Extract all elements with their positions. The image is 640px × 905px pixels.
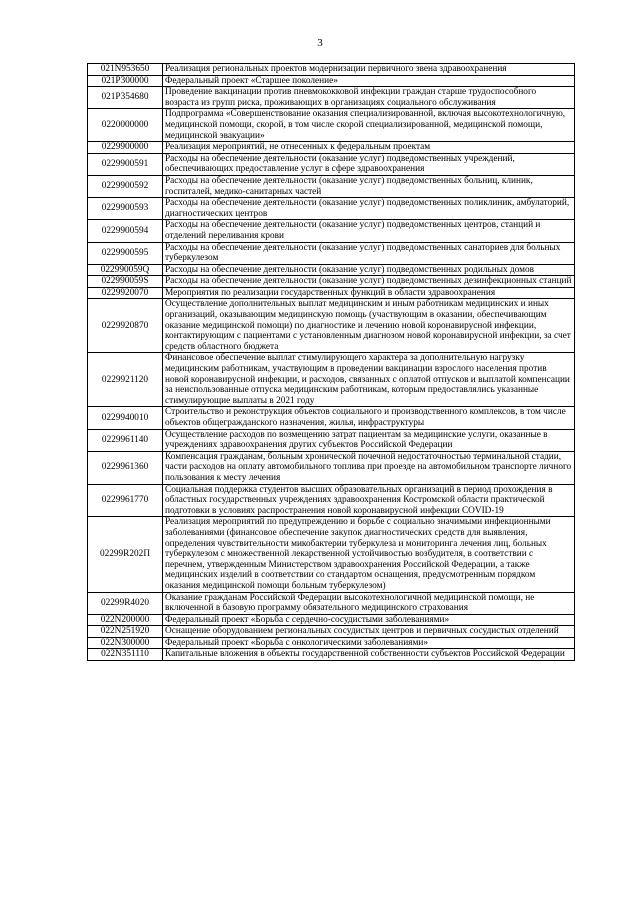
description-cell: Осуществление расходов по возмещению затрат пациентам за медицинские услуги, оказанные в учреждениях здравоохранения других субъектов Российской Федерации [163,429,575,451]
table-row [88,614,575,626]
description-cell: Расходы на обеспечение деятельности (оказание услуг) подведомственных больниц, клиник, госпиталей, медико-санитарных частей [163,175,575,197]
description-cell: Мероприятия по реализации государственных функций в области здравоохранения [163,287,575,299]
description-cell: Федеральный проект «Борьба с сердечно-сосудистыми заболеваниями» [163,614,575,626]
budget-code-table [87,63,575,661]
code-cell: 0229921120 [88,353,163,407]
table-row [88,276,575,288]
code-cell: 022990059Q [88,264,163,276]
description-cell: Расходы на обеспечение деятельности (оказание услуг) подведомственных санаториев для больных туберкулезом [163,242,575,264]
description-cell: Расходы на обеспечение деятельности (оказание услуг) подведомственных дезинфекционных станций [163,276,575,288]
description-cell: Федеральный проект «Борьба с онкологическими заболеваниями» [163,637,575,649]
code-cell: 0229920070 [88,287,163,299]
code-cell: 021P300000 [88,75,163,87]
table-row [88,649,575,661]
table-row [88,242,575,264]
code-cell: 0229900595 [88,242,163,264]
description-cell: Расходы на обеспечение деятельности (оказание услуг) подведомственных поликлиник, амбулаторий, диагностических центров [163,198,575,220]
table-row [88,287,575,299]
code-cell: 0229940010 [88,407,163,429]
table-row [88,264,575,276]
code-cell: 022990059S [88,276,163,288]
table-row [88,451,575,484]
code-cell: 0229961140 [88,429,163,451]
code-cell: 02299R4020 [88,592,163,614]
code-cell: 0229900592 [88,175,163,197]
description-cell: Социальная поддержка студентов высших образовательных организаций в период прохождения в областных государственных учреждениях здравоохранения Костромской области практической подготовки в условиях распространения новой коронавирусной инфекции COVID-19 [163,484,575,517]
description-cell: Реализация региональных проектов модернизации первичного звена здравоохранения [163,64,575,76]
code-cell: 022N200000 [88,614,163,626]
description-cell: Компенсация гражданам, больным хронической почечной недостаточностью терминальной стадии, части расходов на оплату автомобильного топлива при проезде на автомобильном транспорте личного пользования к месту лечения [163,451,575,484]
code-cell: 0229961360 [88,451,163,484]
table-row [88,153,575,175]
code-cell: 0229920870 [88,299,163,353]
description-cell: Проведение вакцинации против пневмококковой инфекции граждан старше трудоспособного возраста из групп риска, проживающих в организациях социального обслуживания [163,87,575,109]
table-row [88,87,575,109]
description-cell: Осуществление дополнительных выплат медицинским и иным работникам медицинских и иных организаций, оказывающим медицинскую помощь (участвующим в оказании, обеспечивающим оказание медицинской помощи) по диагностике и лечению новой коронавирусной инфекции, контактирующим с пациентами с установленным диагнозом новой коронавирусной инфекции, за счет средств областного бюджета [163,299,575,353]
description-cell: Оказание гражданам Российской Федерации высокотехнологичной медицинской помощи, не включенной в базовую программу обязательного медицинского страхования [163,592,575,614]
description-cell: Федеральный проект «Старшее поколение» [163,75,575,87]
table-row [88,299,575,353]
code-cell: 0229900594 [88,220,163,242]
code-cell: 022N300000 [88,637,163,649]
code-cell: 022N351110 [88,649,163,661]
code-cell: 02299R202П [88,517,163,592]
description-cell: Строительство и реконструкция объектов социального и производственного комплексов, в том числе объектов общегражданского назначения, жилья, инфраструктуры [163,407,575,429]
table-row [88,637,575,649]
table-row [88,517,575,592]
table-row [88,198,575,220]
description-cell: Расходы на обеспечение деятельности (оказание услуг) подведомственных центров, станций и отделений переливания крови [163,220,575,242]
description-cell: Реализация мероприятий по предупреждению и борьбе с социально значимыми инфекционными заболеваниями (финансовое обеспечение закупок диагностических средств для выявления, определения чувствительности микобактерии туберкулеза и мониторинга лечения лиц, больных туберкулезом с множественной лекарственной устойчивостью возбудителя, в соответствии с перечнем, утвержденным Министерством здравоохранения Российской Федерации, а также медицинских изделий в соответствии со стандартом оснащения, предусмотренным порядком оказания медицинской помощи больным туберкулезом) [163,517,575,592]
description-cell: Реализация мероприятий, не отнесенных к федеральным проектам [163,142,575,154]
description-cell: Оснащение оборудованием региональных сосудистых центров и первичных сосудистых отделений [163,626,575,638]
table-row [88,626,575,638]
table-row [88,407,575,429]
table-row [88,592,575,614]
description-cell: Расходы на обеспечение деятельности (оказание услуг) подведомственных родильных домов [163,264,575,276]
code-cell: 021P354680 [88,87,163,109]
table-row [88,353,575,407]
description-cell: Капитальные вложения в объекты государственной собственности субъектов Российской Федерации [163,649,575,661]
code-cell: 0229900000 [88,142,163,154]
table-row [88,109,575,142]
code-cell: 0229900591 [88,153,163,175]
table-body [88,64,575,661]
code-cell: 0220000000 [88,109,163,142]
code-cell: 0229961770 [88,484,163,517]
description-cell: Подпрограмма «Совершенствование оказания специализированной, включая высокотехнологичную, медицинской помощи, скорой, в том числе скорой специализированной, медицинской помощи, медицинской эвакуации» [163,109,575,142]
code-cell: 022N251920 [88,626,163,638]
description-cell: Финансовое обеспечение выплат стимулирующего характера за дополнительную нагрузку медицинским работникам, участвующим в проведении вакцинации взрослого населения против новой коронавирусной инфекции, и расходов, связанных с оплатой отпусков и выплатой компенсации за неиспользованные отпуска медицинским работникам, которым предоставлялись указанные стимулирующие выплаты в 2021 году [163,353,575,407]
table-row [88,484,575,517]
code-cell: 021N953650 [88,64,163,76]
page-number: 3 [317,37,323,49]
table-row [88,220,575,242]
description-cell: Расходы на обеспечение деятельности (оказание услуг) подведомственных учреждений, обеспечивающих предоставление услуг в сфере здравоохранения [163,153,575,175]
table-row [88,429,575,451]
table-row [88,64,575,76]
code-cell: 0229900593 [88,198,163,220]
table-row [88,142,575,154]
table-row [88,175,575,197]
table-row [88,75,575,87]
